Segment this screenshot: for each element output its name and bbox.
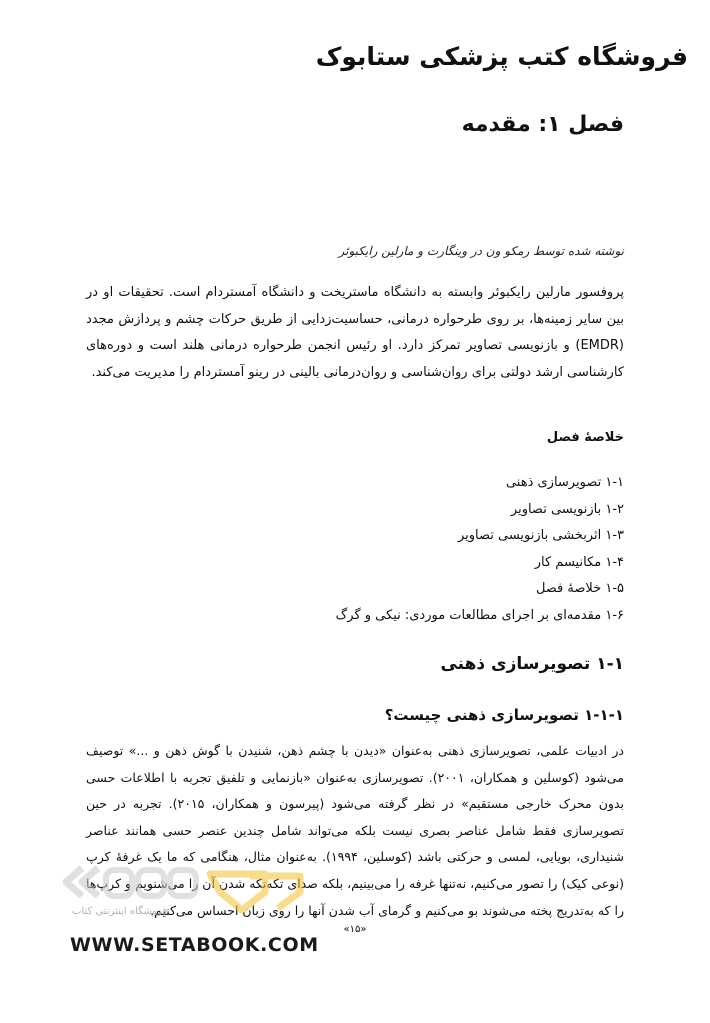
watermark-tagline: فروشگاه اینترنتی کتاب	[72, 906, 168, 917]
summary-item: ۱-۱ تصویرسازی ذهنی	[505, 475, 624, 490]
summary-item: ۱-۶ مقدمه‌ای بر اجرای مطالعات موردی: نیکی و گرگ	[335, 607, 624, 623]
section-body: در ادبیات علمی، تصویرسازی ذهنی به‌عنوان «دیدن با چشم ذهن، شنیدن با گوش ذهن و ...» توصیف می‌شود (کوسلین و همکاران، ۲۰۰۱). تصویرسازی به‌عنوان «بازنمایی و تلفیق تجربه با اطلاعات حسی بدون محرک خارجی مستقیم» در نظر گرفته می‌شود (پیرسون و همکاران، ۲۰۱۵). تجربه در حین تصویرسازی فقط شامل عناصر بصری نیست بلکه می‌تواند شامل چندین عنصر حسی همانند عناصر شنیداری، بویایی، لمسی و حرکتی باشد (کوسلین، ۱۹۹۴). به‌عنوان مثال، هنگامی که ما یک غرفهٔ کرپ (نوعی کیک) را تصور می‌کنیم، نه‌تنها غرفه را می‌بینیم، بلکه صدای تکه‌تکه شدن آن را می‌شنویم و کرپ‌ها را که به‌تدریج پخته می‌شوند بو می‌کنیم و گرمای آب شدن آنها را روی زبان احساس می‌کنیم.	[86, 743, 624, 918]
watermark-url: WWW.SETABOOK.COM	[70, 934, 319, 956]
store-title: فروشگاه کتب پزشکی ستابوک	[315, 42, 688, 71]
section-title: ۱-۱ تصویرسازی ذهنی	[440, 654, 624, 674]
summary-item: ۱-۴ مکانیسم کار	[534, 554, 624, 570]
chapter-summary-list	[336, 470, 624, 629]
setabook-logo	[60, 862, 310, 932]
chapter-title: فصل ۱: مقدمه	[461, 112, 624, 137]
summary-item: ۱-۵ خلاصهٔ فصل	[535, 581, 624, 596]
chevron-left-icon	[82, 868, 98, 896]
chapter-byline: نوشته شده توسط رمکو ون در وینگارت و مارلین رایکبوئر	[338, 244, 624, 258]
page-number: «۱۵»	[343, 924, 367, 935]
summary-item: ۱-۲ بازنویسی تصاویر	[510, 501, 624, 517]
subsection-title: ۱-۱-۱ تصویرسازی ذهنی چیست؟	[384, 706, 624, 724]
chapter-summary-heading: خلاصهٔ فصل	[546, 430, 624, 445]
summary-item: ۱-۳ اثربخشی بازنویسی تصاویر	[457, 528, 624, 543]
author-bio: پروفسور مارلین رایکبوئر وابسته به دانشگاه ماستریخت و دانشگاه آمستردام است. تحقیقات او در بین سایر زمینه‌ها، بر روی طرحواره درمانی، حساسیت‌زدایی از طریق حرکات چشم و پردازش مجدد (EMDR) و بازنویسی تصاویر تمرکز دارد. او رئیس انجمن طرحواره درمانی هلند است و دوره‌های کارشناسی ارشد دولتی برای روان‌شناسی و روان‌درمانی بالینی در رینو آمستردام را مدیریت می‌کند.	[86, 285, 624, 380]
